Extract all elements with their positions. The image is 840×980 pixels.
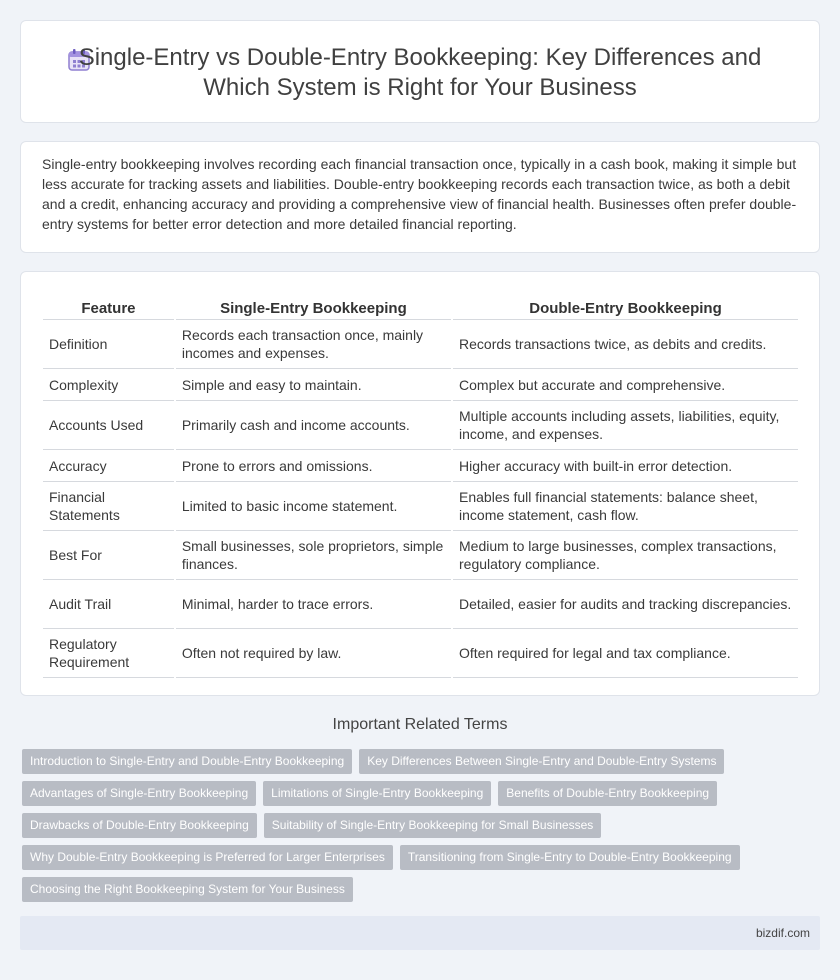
table-cell-double: Medium to large businesses, complex transactions, regulatory compliance. bbox=[453, 531, 798, 580]
table-cell-single: Prone to errors and omissions. bbox=[176, 450, 451, 482]
intro-card bbox=[20, 141, 820, 253]
table-cell-feature: Accounts Used bbox=[43, 401, 174, 450]
related-term-tag[interactable]: Introduction to Single-Entry and Double-Entry Bookkeeping bbox=[22, 749, 352, 774]
footer-site-name[interactable]: bizdif.com bbox=[755, 926, 810, 940]
related-term-tag[interactable]: Suitability of Single-Entry Bookkeeping for Small Businesses bbox=[264, 813, 602, 838]
related-term-tag[interactable]: Choosing the Right Bookkeeping System for Your Business bbox=[22, 877, 353, 902]
table-row bbox=[43, 401, 798, 450]
table-row bbox=[43, 482, 798, 531]
table-row bbox=[43, 320, 798, 369]
table-cell-feature: Definition bbox=[43, 320, 174, 369]
footer bbox=[20, 916, 820, 950]
table-cell-single: Often not required by law. bbox=[176, 629, 451, 678]
related-term-tag[interactable]: Why Double-Entry Bookkeeping is Preferred for Larger Enterprises bbox=[22, 845, 393, 870]
table-cell-single: Simple and easy to maintain. bbox=[176, 369, 451, 401]
table-cell-feature: Complexity bbox=[43, 369, 174, 401]
related-term-tag[interactable]: Limitations of Single-Entry Bookkeeping bbox=[263, 781, 491, 806]
table-cell-single: Records each transaction once, mainly incomes and expenses. bbox=[176, 320, 451, 369]
table-cell-feature: Regulatory Requirement bbox=[43, 629, 174, 678]
related-terms-heading: Important Related Terms bbox=[332, 716, 508, 733]
table-cell-double: Records transactions twice, as debits and credits. bbox=[453, 320, 798, 369]
related-terms-tags bbox=[22, 749, 822, 909]
table-cell-single: Limited to basic income statement. bbox=[176, 482, 451, 531]
column-header-single-entry: Single-Entry Bookkeeping bbox=[176, 296, 451, 320]
table-cell-double: Enables full financial statements: balance sheet, income statement, cash flow. bbox=[453, 482, 798, 531]
related-term-tag[interactable]: Benefits of Double-Entry Bookkeeping bbox=[498, 781, 717, 806]
table-cell-feature: Accuracy bbox=[43, 450, 174, 482]
table-cell-feature: Best For bbox=[43, 531, 174, 580]
table-cell-double: Often required for legal and tax compliance. bbox=[453, 629, 798, 678]
table-cell-double: Higher accuracy with built-in error detection. bbox=[453, 450, 798, 482]
comparison-table bbox=[41, 296, 800, 678]
table-cell-double: Detailed, easier for audits and tracking discrepancies. bbox=[453, 580, 798, 629]
related-term-tag[interactable]: Transitioning from Single-Entry to Double-Entry Bookkeeping bbox=[400, 845, 740, 870]
intro-paragraph: Single-entry bookkeeping involves recording each financial transaction once, typically in a cash book, making it simple but less accurate for tracking assets and liabilities. Double-entry bookkeeping records each transaction twice, as both a debit and a credit, enhancing accuracy and providing a comprehensive view of financial health. Businesses often prefer double-entry systems for better error detection and more detailed financial reporting. bbox=[42, 156, 797, 232]
table-row bbox=[43, 580, 798, 629]
table-cell-feature: Financial Statements bbox=[43, 482, 174, 531]
table-header-row bbox=[43, 296, 798, 320]
table-row bbox=[43, 450, 798, 482]
page-title: Single-Entry vs Double-Entry Bookkeeping: Key Differences and Which System is Right for Your Business bbox=[78, 44, 762, 101]
table-row bbox=[43, 629, 798, 678]
comparison-table-card bbox=[20, 271, 820, 696]
header-card bbox=[20, 20, 820, 123]
related-term-tag[interactable]: Advantages of Single-Entry Bookkeeping bbox=[22, 781, 256, 806]
table-cell-double: Complex but accurate and comprehensive. bbox=[453, 369, 798, 401]
column-header-double-entry: Double-Entry Bookkeeping bbox=[453, 296, 798, 320]
table-row bbox=[43, 369, 798, 401]
column-header-feature: Feature bbox=[43, 296, 174, 320]
table-row bbox=[43, 531, 798, 580]
related-term-tag[interactable]: Drawbacks of Double-Entry Bookkeeping bbox=[22, 813, 257, 838]
table-cell-double: Multiple accounts including assets, liabilities, equity, income, and expenses. bbox=[453, 401, 798, 450]
table-cell-single: Small businesses, sole proprietors, simple finances. bbox=[176, 531, 451, 580]
table-cell-feature: Audit Trail bbox=[43, 580, 174, 629]
related-term-tag[interactable]: Key Differences Between Single-Entry and Double-Entry Systems bbox=[359, 749, 724, 774]
table-cell-single: Primarily cash and income accounts. bbox=[176, 401, 451, 450]
table-cell-single: Minimal, harder to trace errors. bbox=[176, 580, 451, 629]
